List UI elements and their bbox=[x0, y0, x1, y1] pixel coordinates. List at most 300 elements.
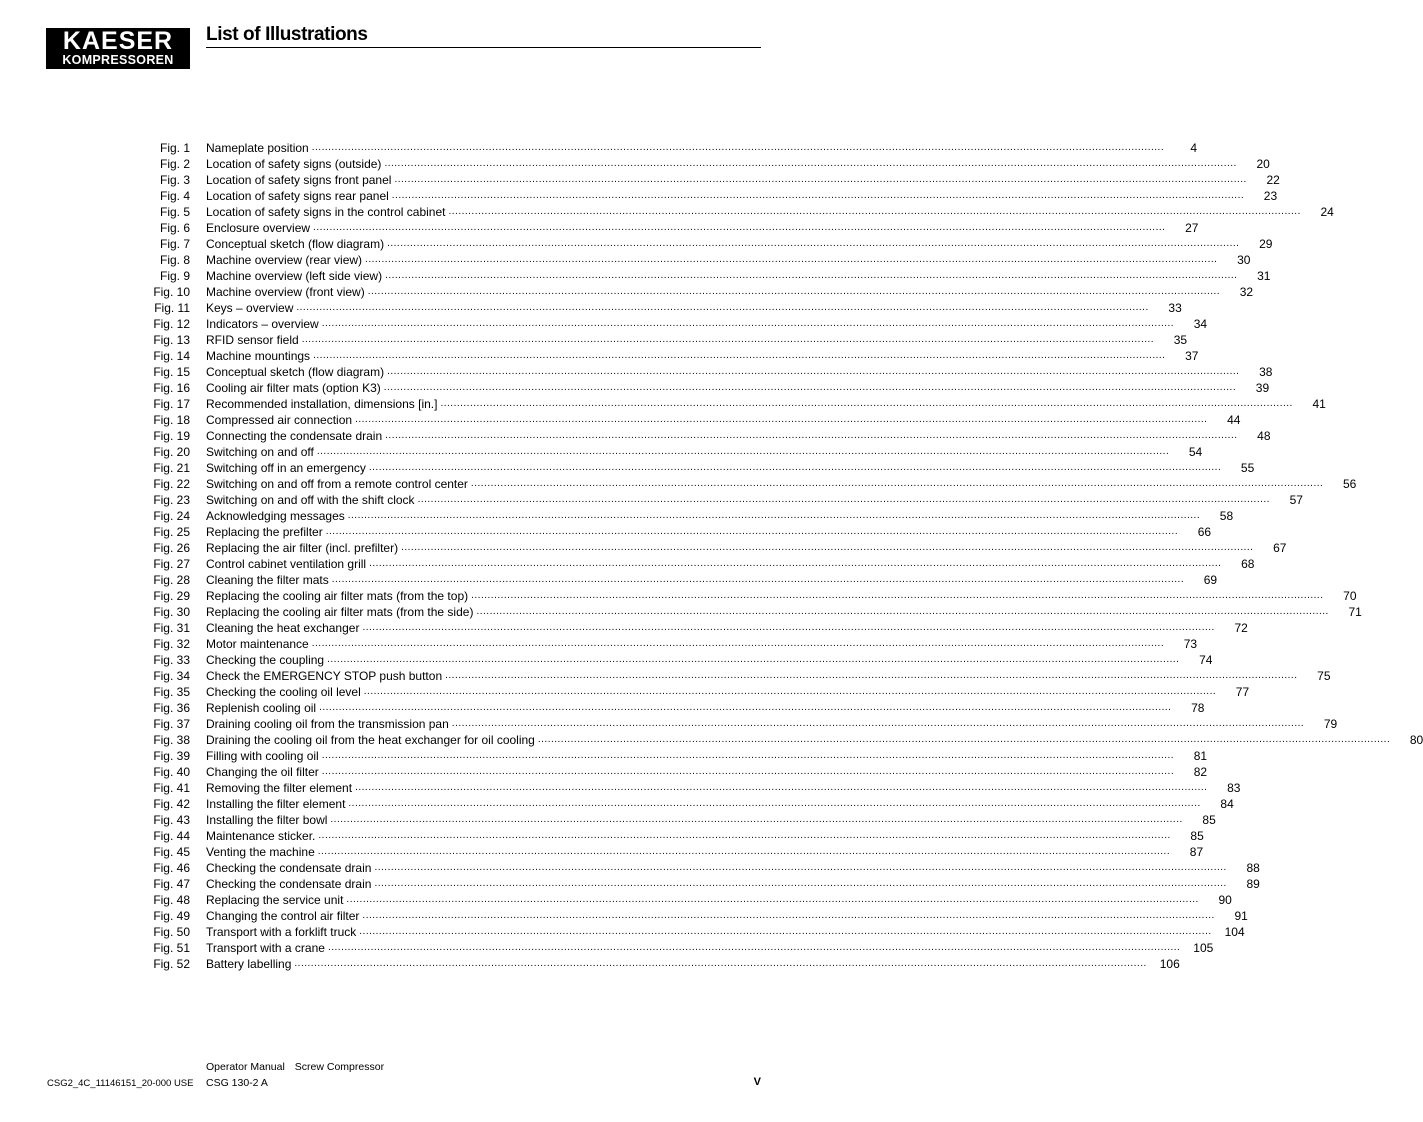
page-number: 27 bbox=[1185, 221, 1199, 235]
page-number: 106 bbox=[1159, 957, 1180, 971]
figure-number: Fig. 22 bbox=[153, 477, 190, 491]
figure-number: Fig. 21 bbox=[153, 461, 190, 475]
toc-entry[interactable] bbox=[100, 524, 1212, 540]
figure-title: Compressed air connection bbox=[206, 413, 353, 427]
page-number: 48 bbox=[1257, 429, 1271, 443]
toc-entry[interactable] bbox=[100, 588, 1357, 604]
dot-leader: .................................................................................................................................................................................................................................................................... bbox=[301, 334, 1155, 345]
toc-entry-body bbox=[206, 220, 1199, 236]
page-number: 33 bbox=[1168, 301, 1182, 315]
toc-entry[interactable] bbox=[100, 684, 1250, 700]
page-number: 20 bbox=[1256, 157, 1270, 171]
page-number: 39 bbox=[1255, 381, 1270, 395]
figure-number: Fig. 28 bbox=[153, 573, 190, 587]
toc-entry-body bbox=[206, 540, 1287, 556]
figure-title: Recommended installation, dimensions [in.] bbox=[206, 397, 438, 411]
page-number: 80 bbox=[1409, 733, 1423, 747]
page-number: 30 bbox=[1237, 253, 1251, 267]
toc-entry[interactable] bbox=[100, 892, 1232, 908]
figure-number: Fig. 8 bbox=[159, 253, 190, 267]
toc-entry[interactable] bbox=[100, 812, 1216, 828]
figure-number: Fig. 49 bbox=[153, 909, 190, 923]
toc-entry-body bbox=[206, 828, 1204, 844]
figure-number: Fig. 31 bbox=[153, 621, 190, 635]
page-number: 73 bbox=[1183, 637, 1198, 651]
figure-title: Replacing the prefilter bbox=[206, 525, 323, 539]
toc-entry[interactable] bbox=[100, 780, 1241, 796]
toc-entry-body bbox=[206, 396, 1326, 412]
figure-title: Checking the cooling oil level bbox=[206, 685, 361, 699]
toc-entry[interactable] bbox=[100, 956, 1180, 972]
toc-entry-body bbox=[206, 844, 1204, 860]
dot-leader: .................................................................................................................................................................................................................................................................... bbox=[448, 206, 1301, 217]
figure-title: Location of safety signs in the control cabinet bbox=[206, 205, 446, 219]
page-number: 91 bbox=[1234, 909, 1248, 923]
figure-number: Fig. 35 bbox=[153, 685, 190, 699]
kaeser-logo bbox=[46, 28, 190, 69]
figure-title: Acknowledging messages bbox=[206, 509, 345, 523]
figure-number: Fig. 33 bbox=[153, 653, 190, 667]
dot-leader: .................................................................................................................................................................................................................................................................... bbox=[318, 830, 1171, 841]
toc-entry-body bbox=[206, 908, 1248, 924]
page-number: 68 bbox=[1241, 557, 1255, 571]
figure-title: Changing the control air filter bbox=[206, 909, 360, 923]
dot-leader: .................................................................................................................................................................................................................................................................... bbox=[385, 270, 1238, 281]
figure-number: Fig. 36 bbox=[153, 701, 190, 715]
page-number: 44 bbox=[1227, 413, 1241, 427]
toc-entry-body bbox=[206, 652, 1213, 668]
figure-number: Fig. 7 bbox=[159, 237, 190, 251]
toc-entry-body bbox=[206, 924, 1245, 940]
toc-entry-body bbox=[206, 892, 1232, 908]
dot-leader: .................................................................................................................................................................................................................................................................... bbox=[387, 366, 1240, 377]
footer-product: Screw Compressor bbox=[294, 1061, 385, 1073]
figure-title: Cleaning the filter mats bbox=[206, 573, 329, 587]
figure-title: Cleaning the heat exchanger bbox=[206, 621, 360, 635]
dot-leader: .................................................................................................................................................................................................................................................................... bbox=[311, 638, 1165, 649]
figure-number: Fig. 18 bbox=[153, 413, 190, 427]
figure-number: Fig. 1 bbox=[159, 141, 190, 155]
figure-title: Indicators – overview bbox=[206, 317, 319, 331]
page-number: 56 bbox=[1342, 477, 1357, 491]
dot-leader: .................................................................................................................................................................................................................................................................... bbox=[368, 462, 1222, 473]
figure-title: Replacing the service unit bbox=[206, 893, 344, 907]
toc-entry-body bbox=[206, 172, 1280, 188]
dot-leader: .................................................................................................................................................................................................................................................................... bbox=[363, 686, 1217, 697]
figure-number: Fig. 5 bbox=[159, 205, 190, 219]
page-number: 34 bbox=[1193, 317, 1208, 331]
toc-entry-body bbox=[206, 812, 1216, 828]
dot-leader: .................................................................................................................................................................................................................................................................... bbox=[313, 222, 1166, 233]
page-number: 90 bbox=[1218, 893, 1232, 907]
page-number: 55 bbox=[1240, 461, 1255, 475]
page-number: 69 bbox=[1203, 573, 1218, 587]
toc-entry[interactable] bbox=[100, 156, 1270, 172]
figure-title: Replacing the cooling air filter mats (from the side) bbox=[206, 605, 474, 619]
toc-entry[interactable] bbox=[100, 876, 1260, 892]
toc-entry[interactable] bbox=[100, 476, 1357, 492]
figure-title: Replacing the air filter (incl. prefilter) bbox=[206, 541, 399, 555]
toc-entry[interactable] bbox=[100, 380, 1270, 396]
footer-model: CSG 130-2 A bbox=[206, 1077, 268, 1089]
figure-title: RFID sensor field bbox=[206, 333, 299, 347]
figure-number: Fig. 26 bbox=[153, 541, 190, 555]
toc-entry-body bbox=[206, 204, 1334, 220]
figure-title: Checking the condensate drain bbox=[206, 877, 372, 891]
page-number: 29 bbox=[1259, 237, 1273, 251]
dot-leader: .................................................................................................................................................................................................................................................................... bbox=[311, 142, 1165, 153]
figure-title: Cooling air filter mats (option K3) bbox=[206, 381, 381, 395]
toc-entry[interactable] bbox=[100, 444, 1203, 460]
toc-entry-body bbox=[206, 316, 1208, 332]
figure-number: Fig. 27 bbox=[153, 557, 190, 571]
dot-leader: .................................................................................................................................................................................................................................................................... bbox=[374, 878, 1227, 889]
toc-entry-body bbox=[206, 764, 1208, 780]
dot-leader: .................................................................................................................................................................................................................................................................... bbox=[365, 254, 1218, 265]
page-number: 22 bbox=[1266, 173, 1280, 187]
toc-entry-body bbox=[206, 668, 1331, 684]
figure-number: Fig. 12 bbox=[153, 317, 190, 331]
dot-leader: .................................................................................................................................................................................................................................................................... bbox=[369, 558, 1222, 569]
toc-entry[interactable] bbox=[100, 732, 1423, 748]
figure-title: Keys – overview bbox=[206, 301, 294, 315]
page-number: 77 bbox=[1235, 685, 1250, 699]
figure-title: Installing the filter element bbox=[206, 797, 346, 811]
toc-entry-body bbox=[206, 332, 1188, 348]
dot-leader: .................................................................................................................................................................................................................................................................... bbox=[347, 510, 1201, 521]
figure-number: Fig. 39 bbox=[153, 749, 190, 763]
figure-number: Fig. 17 bbox=[153, 397, 190, 411]
figure-number: Fig. 23 bbox=[153, 493, 190, 507]
dot-leader: .................................................................................................................................................................................................................................................................... bbox=[440, 398, 1293, 409]
figure-number: Fig. 10 bbox=[153, 285, 190, 299]
page-number: 31 bbox=[1257, 269, 1271, 283]
toc-entry-body bbox=[206, 156, 1270, 172]
figure-number: Fig. 24 bbox=[153, 509, 190, 523]
toc-entry-body bbox=[206, 284, 1254, 300]
page-number: 66 bbox=[1197, 525, 1212, 539]
page-number: 35 bbox=[1173, 333, 1188, 347]
logo-subtitle: KOMPRESSOREN bbox=[62, 53, 174, 67]
toc-entry[interactable] bbox=[100, 604, 1362, 620]
toc-entry[interactable] bbox=[100, 236, 1273, 252]
footer-page-number: V bbox=[753, 1076, 761, 1088]
figure-number: Fig. 29 bbox=[153, 589, 190, 603]
toc-entry[interactable] bbox=[100, 844, 1204, 860]
toc-entry[interactable] bbox=[100, 188, 1278, 204]
figure-number: Fig. 25 bbox=[153, 525, 190, 539]
dot-leader: .................................................................................................................................................................................................................................................................... bbox=[383, 382, 1237, 393]
toc-entry[interactable] bbox=[100, 364, 1273, 380]
page-number: 78 bbox=[1191, 701, 1205, 715]
figure-title: Switching off in an emergency bbox=[206, 461, 366, 475]
figure-title: Nameplate position bbox=[206, 141, 309, 155]
toc-entry-body bbox=[206, 364, 1273, 380]
dot-leader: .................................................................................................................................................................................................................................................................... bbox=[331, 574, 1185, 585]
figure-number: Fig. 2 bbox=[159, 157, 190, 171]
toc-entry-body bbox=[206, 796, 1234, 812]
toc-entry[interactable] bbox=[100, 668, 1331, 684]
figure-title: Installing the filter bowl bbox=[206, 813, 328, 827]
toc-entry-body bbox=[206, 444, 1203, 460]
figure-title: Transport with a forklift truck bbox=[206, 925, 357, 939]
page-number: 85 bbox=[1202, 813, 1216, 827]
figure-title: Venting the machine bbox=[206, 845, 315, 859]
figure-number: Fig. 40 bbox=[153, 765, 190, 779]
toc-entry[interactable] bbox=[100, 316, 1208, 332]
figure-number: Fig. 50 bbox=[153, 925, 190, 939]
toc-entry[interactable] bbox=[100, 636, 1198, 652]
page-number: 4 bbox=[1190, 141, 1198, 155]
toc-entry[interactable] bbox=[100, 428, 1271, 444]
page-number: 32 bbox=[1239, 285, 1254, 299]
figure-title: Control cabinet ventilation grill bbox=[206, 557, 367, 571]
page-number: 82 bbox=[1193, 765, 1208, 779]
dot-leader: .................................................................................................................................................................................................................................................................... bbox=[471, 590, 1324, 601]
toc-entry[interactable] bbox=[100, 908, 1248, 924]
figure-title: Location of safety signs (outside) bbox=[206, 157, 382, 171]
toc-entry[interactable] bbox=[100, 540, 1287, 556]
figure-number: Fig. 4 bbox=[159, 189, 190, 203]
dot-leader: .................................................................................................................................................................................................................................................................... bbox=[321, 318, 1175, 329]
figure-number: Fig. 13 bbox=[153, 333, 190, 347]
toc-entry[interactable] bbox=[100, 284, 1254, 300]
toc-entry-body bbox=[206, 716, 1338, 732]
figure-number: Fig. 20 bbox=[153, 445, 190, 459]
dot-leader: .................................................................................................................................................................................................................................................................... bbox=[362, 910, 1215, 921]
toc-entry-body bbox=[206, 268, 1271, 284]
logo-brand: KAESER bbox=[62, 27, 174, 55]
toc-entry-body bbox=[206, 780, 1241, 796]
figure-title: Motor maintenance bbox=[206, 637, 309, 651]
figure-number: Fig. 11 bbox=[154, 301, 190, 315]
toc-entry[interactable] bbox=[100, 140, 1198, 156]
toc-entry-body bbox=[206, 492, 1303, 508]
toc-entry-body bbox=[206, 300, 1182, 316]
dot-leader: .................................................................................................................................................................................................................................................................... bbox=[359, 926, 1212, 937]
figure-title: Replenish cooling oil bbox=[206, 701, 317, 715]
dot-leader: .................................................................................................................................................................................................................................................................... bbox=[417, 494, 1270, 505]
toc-entry[interactable] bbox=[100, 508, 1234, 524]
figure-title: Checking the condensate drain bbox=[206, 861, 372, 875]
toc-entry-body bbox=[206, 860, 1260, 876]
figure-title: Conceptual sketch (flow diagram) bbox=[206, 237, 385, 251]
page-number: 104 bbox=[1224, 925, 1245, 939]
dot-leader: .................................................................................................................................................................................................................................................................... bbox=[367, 286, 1221, 297]
figure-number: Fig. 51 bbox=[153, 941, 190, 955]
page-number: 24 bbox=[1320, 205, 1334, 219]
dot-leader: .................................................................................................................................................................................................................................................................... bbox=[296, 302, 1149, 313]
toc-entry[interactable] bbox=[100, 924, 1245, 940]
illustration-list bbox=[100, 140, 1423, 972]
page-number: 85 bbox=[1190, 829, 1204, 843]
dot-leader: .................................................................................................................................................................................................................................................................... bbox=[348, 798, 1201, 809]
dot-leader: .................................................................................................................................................................................................................................................................... bbox=[316, 446, 1170, 457]
dot-leader: .................................................................................................................................................................................................................................................................... bbox=[294, 958, 1147, 969]
page-number: 37 bbox=[1185, 349, 1199, 363]
toc-entry[interactable] bbox=[100, 220, 1199, 236]
figure-title: Location of safety signs rear panel bbox=[206, 189, 389, 203]
toc-entry-body bbox=[206, 940, 1214, 956]
dot-leader: .................................................................................................................................................................................................................................................................... bbox=[317, 846, 1171, 857]
figure-title: Filling with cooling oil bbox=[206, 749, 319, 763]
figure-number: Fig. 9 bbox=[159, 269, 190, 283]
dot-leader: .................................................................................................................................................................................................................................................................... bbox=[385, 430, 1238, 441]
toc-entry[interactable] bbox=[100, 268, 1271, 284]
figure-title: Draining the cooling oil from the heat exchanger for oil cooling bbox=[206, 733, 535, 747]
toc-entry-body bbox=[206, 732, 1423, 748]
toc-entry-body bbox=[206, 140, 1198, 156]
page-number: 57 bbox=[1289, 493, 1303, 507]
footer-manual: Operator Manual bbox=[206, 1061, 285, 1073]
figure-title: Maintenance sticker. bbox=[206, 829, 316, 843]
toc-entry[interactable] bbox=[100, 860, 1260, 876]
page-number: 71 bbox=[1348, 605, 1362, 619]
dot-leader: .................................................................................................................................................................................................................................................................... bbox=[355, 414, 1208, 425]
toc-entry[interactable] bbox=[100, 396, 1326, 412]
page-number: 74 bbox=[1199, 653, 1213, 667]
figure-number: Fig. 3 bbox=[159, 173, 190, 187]
toc-entry[interactable] bbox=[100, 652, 1213, 668]
figure-number: Fig. 16 bbox=[153, 381, 190, 395]
toc-entry-body bbox=[206, 476, 1357, 492]
page-number: 41 bbox=[1312, 397, 1326, 411]
toc-entry-body bbox=[206, 956, 1180, 972]
toc-entry-body bbox=[206, 748, 1208, 764]
figure-number: Fig. 30 bbox=[153, 605, 190, 619]
figure-title: Machine overview (front view) bbox=[206, 285, 365, 299]
toc-entry-body bbox=[206, 620, 1248, 636]
toc-entry-body bbox=[206, 700, 1205, 716]
figure-title: Switching on and off with the shift clock bbox=[206, 493, 415, 507]
toc-entry[interactable] bbox=[100, 348, 1199, 364]
dot-leader: .................................................................................................................................................................................................................................................................... bbox=[537, 734, 1391, 745]
figure-number: Fig. 45 bbox=[153, 845, 190, 859]
dot-leader: .................................................................................................................................................................................................................................................................... bbox=[313, 350, 1166, 361]
dot-leader: .................................................................................................................................................................................................................................................................... bbox=[327, 942, 1181, 953]
toc-entry-body bbox=[206, 556, 1255, 572]
toc-entry[interactable] bbox=[100, 796, 1234, 812]
toc-entry[interactable] bbox=[100, 716, 1338, 732]
page-number: 70 bbox=[1343, 589, 1357, 603]
figure-title: Conceptual sketch (flow diagram) bbox=[206, 365, 385, 379]
dot-leader: .................................................................................................................................................................................................................................................................... bbox=[387, 238, 1240, 249]
figure-title: Removing the filter element bbox=[206, 781, 353, 795]
page-number: 87 bbox=[1189, 845, 1204, 859]
toc-entry-body bbox=[206, 588, 1357, 604]
dot-leader: .................................................................................................................................................................................................................................................................... bbox=[321, 750, 1175, 761]
footer-doc-code: CSG2_4C_11146151_20-000 USE bbox=[47, 1078, 194, 1089]
figure-title: Transport with a crane bbox=[206, 941, 325, 955]
figure-number: Fig. 48 bbox=[153, 893, 190, 907]
footer-document-type bbox=[206, 1061, 394, 1074]
dot-leader: .................................................................................................................................................................................................................................................................... bbox=[330, 814, 1183, 825]
dot-leader: .................................................................................................................................................................................................................................................................... bbox=[355, 782, 1208, 793]
page-number: 75 bbox=[1317, 669, 1331, 683]
toc-entry-body bbox=[206, 508, 1234, 524]
figure-number: Fig. 43 bbox=[153, 813, 190, 827]
page-number: 84 bbox=[1220, 797, 1234, 811]
figure-title: Enclosure overview bbox=[206, 221, 311, 235]
page-title: List of Illustrations bbox=[206, 24, 368, 45]
toc-entry-body bbox=[206, 380, 1270, 396]
toc-entry[interactable] bbox=[100, 300, 1182, 316]
figure-title: Machine overview (left side view) bbox=[206, 269, 383, 283]
page-number: 58 bbox=[1219, 509, 1234, 523]
figure-number: Fig. 15 bbox=[153, 365, 190, 379]
toc-entry-body bbox=[206, 236, 1273, 252]
figure-number: Fig. 52 bbox=[153, 957, 190, 971]
figure-title: Machine mountings bbox=[206, 349, 311, 363]
page-number: 105 bbox=[1193, 941, 1214, 955]
toc-entry[interactable] bbox=[100, 204, 1334, 220]
dot-leader: .................................................................................................................................................................................................................................................................... bbox=[374, 862, 1227, 873]
figure-title: Check the EMERGENCY STOP push button bbox=[206, 669, 443, 683]
dot-leader: .................................................................................................................................................................................................................................................................... bbox=[327, 654, 1180, 665]
page-number: 83 bbox=[1227, 781, 1241, 795]
page-number: 67 bbox=[1273, 541, 1287, 555]
figure-number: Fig. 47 bbox=[153, 877, 190, 891]
toc-entry-body bbox=[206, 412, 1241, 428]
dot-leader: .................................................................................................................................................................................................................................................................... bbox=[325, 526, 1179, 537]
toc-entry[interactable] bbox=[100, 620, 1248, 636]
figure-title: Machine overview (rear view) bbox=[206, 253, 363, 267]
toc-entry[interactable] bbox=[100, 940, 1214, 956]
toc-entry[interactable] bbox=[100, 572, 1218, 588]
toc-entry[interactable] bbox=[100, 748, 1208, 764]
toc-entry[interactable] bbox=[100, 556, 1255, 572]
figure-number: Fig. 44 bbox=[153, 829, 190, 843]
toc-entry-body bbox=[206, 572, 1218, 588]
toc-entry[interactable] bbox=[100, 460, 1255, 476]
toc-entry[interactable] bbox=[100, 492, 1303, 508]
figure-title: Switching on and off bbox=[206, 445, 314, 459]
figure-number: Fig. 41 bbox=[153, 781, 190, 795]
toc-entry[interactable] bbox=[100, 700, 1205, 716]
figure-title: Draining cooling oil from the transmission pan bbox=[206, 717, 449, 731]
dot-leader: .................................................................................................................................................................................................................................................................... bbox=[362, 622, 1215, 633]
figure-number: Fig. 34 bbox=[153, 669, 190, 683]
toc-entry-body bbox=[206, 604, 1362, 620]
page-number: 38 bbox=[1259, 365, 1273, 379]
dot-leader: .................................................................................................................................................................................................................................................................... bbox=[445, 670, 1298, 681]
toc-entry[interactable] bbox=[100, 828, 1204, 844]
toc-entry-body bbox=[206, 684, 1250, 700]
title-divider bbox=[206, 47, 761, 48]
figure-number: Fig. 6 bbox=[159, 221, 190, 235]
toc-entry[interactable] bbox=[100, 332, 1188, 348]
page-number: 23 bbox=[1263, 189, 1278, 203]
figure-number: Fig. 14 bbox=[153, 349, 190, 363]
figure-number: Fig. 19 bbox=[153, 429, 190, 443]
page-number: 79 bbox=[1323, 717, 1338, 731]
figure-title: Replacing the cooling air filter mats (from the top) bbox=[206, 589, 469, 603]
figure-number: Fig. 38 bbox=[153, 733, 190, 747]
figure-title: Checking the coupling bbox=[206, 653, 325, 667]
dot-leader: .................................................................................................................................................................................................................................................................... bbox=[451, 718, 1305, 729]
figure-title: Location of safety signs front panel bbox=[206, 173, 392, 187]
toc-entry[interactable] bbox=[100, 764, 1208, 780]
page-number: 89 bbox=[1246, 877, 1260, 891]
toc-entry[interactable] bbox=[100, 412, 1241, 428]
page-number: 54 bbox=[1188, 445, 1203, 459]
toc-entry[interactable] bbox=[100, 172, 1280, 188]
dot-leader: .................................................................................................................................................................................................................................................................... bbox=[319, 702, 1172, 713]
toc-entry[interactable] bbox=[100, 252, 1251, 268]
dot-leader: .................................................................................................................................................................................................................................................................... bbox=[321, 766, 1175, 777]
toc-entry-body bbox=[206, 252, 1251, 268]
toc-entry-body bbox=[206, 460, 1255, 476]
